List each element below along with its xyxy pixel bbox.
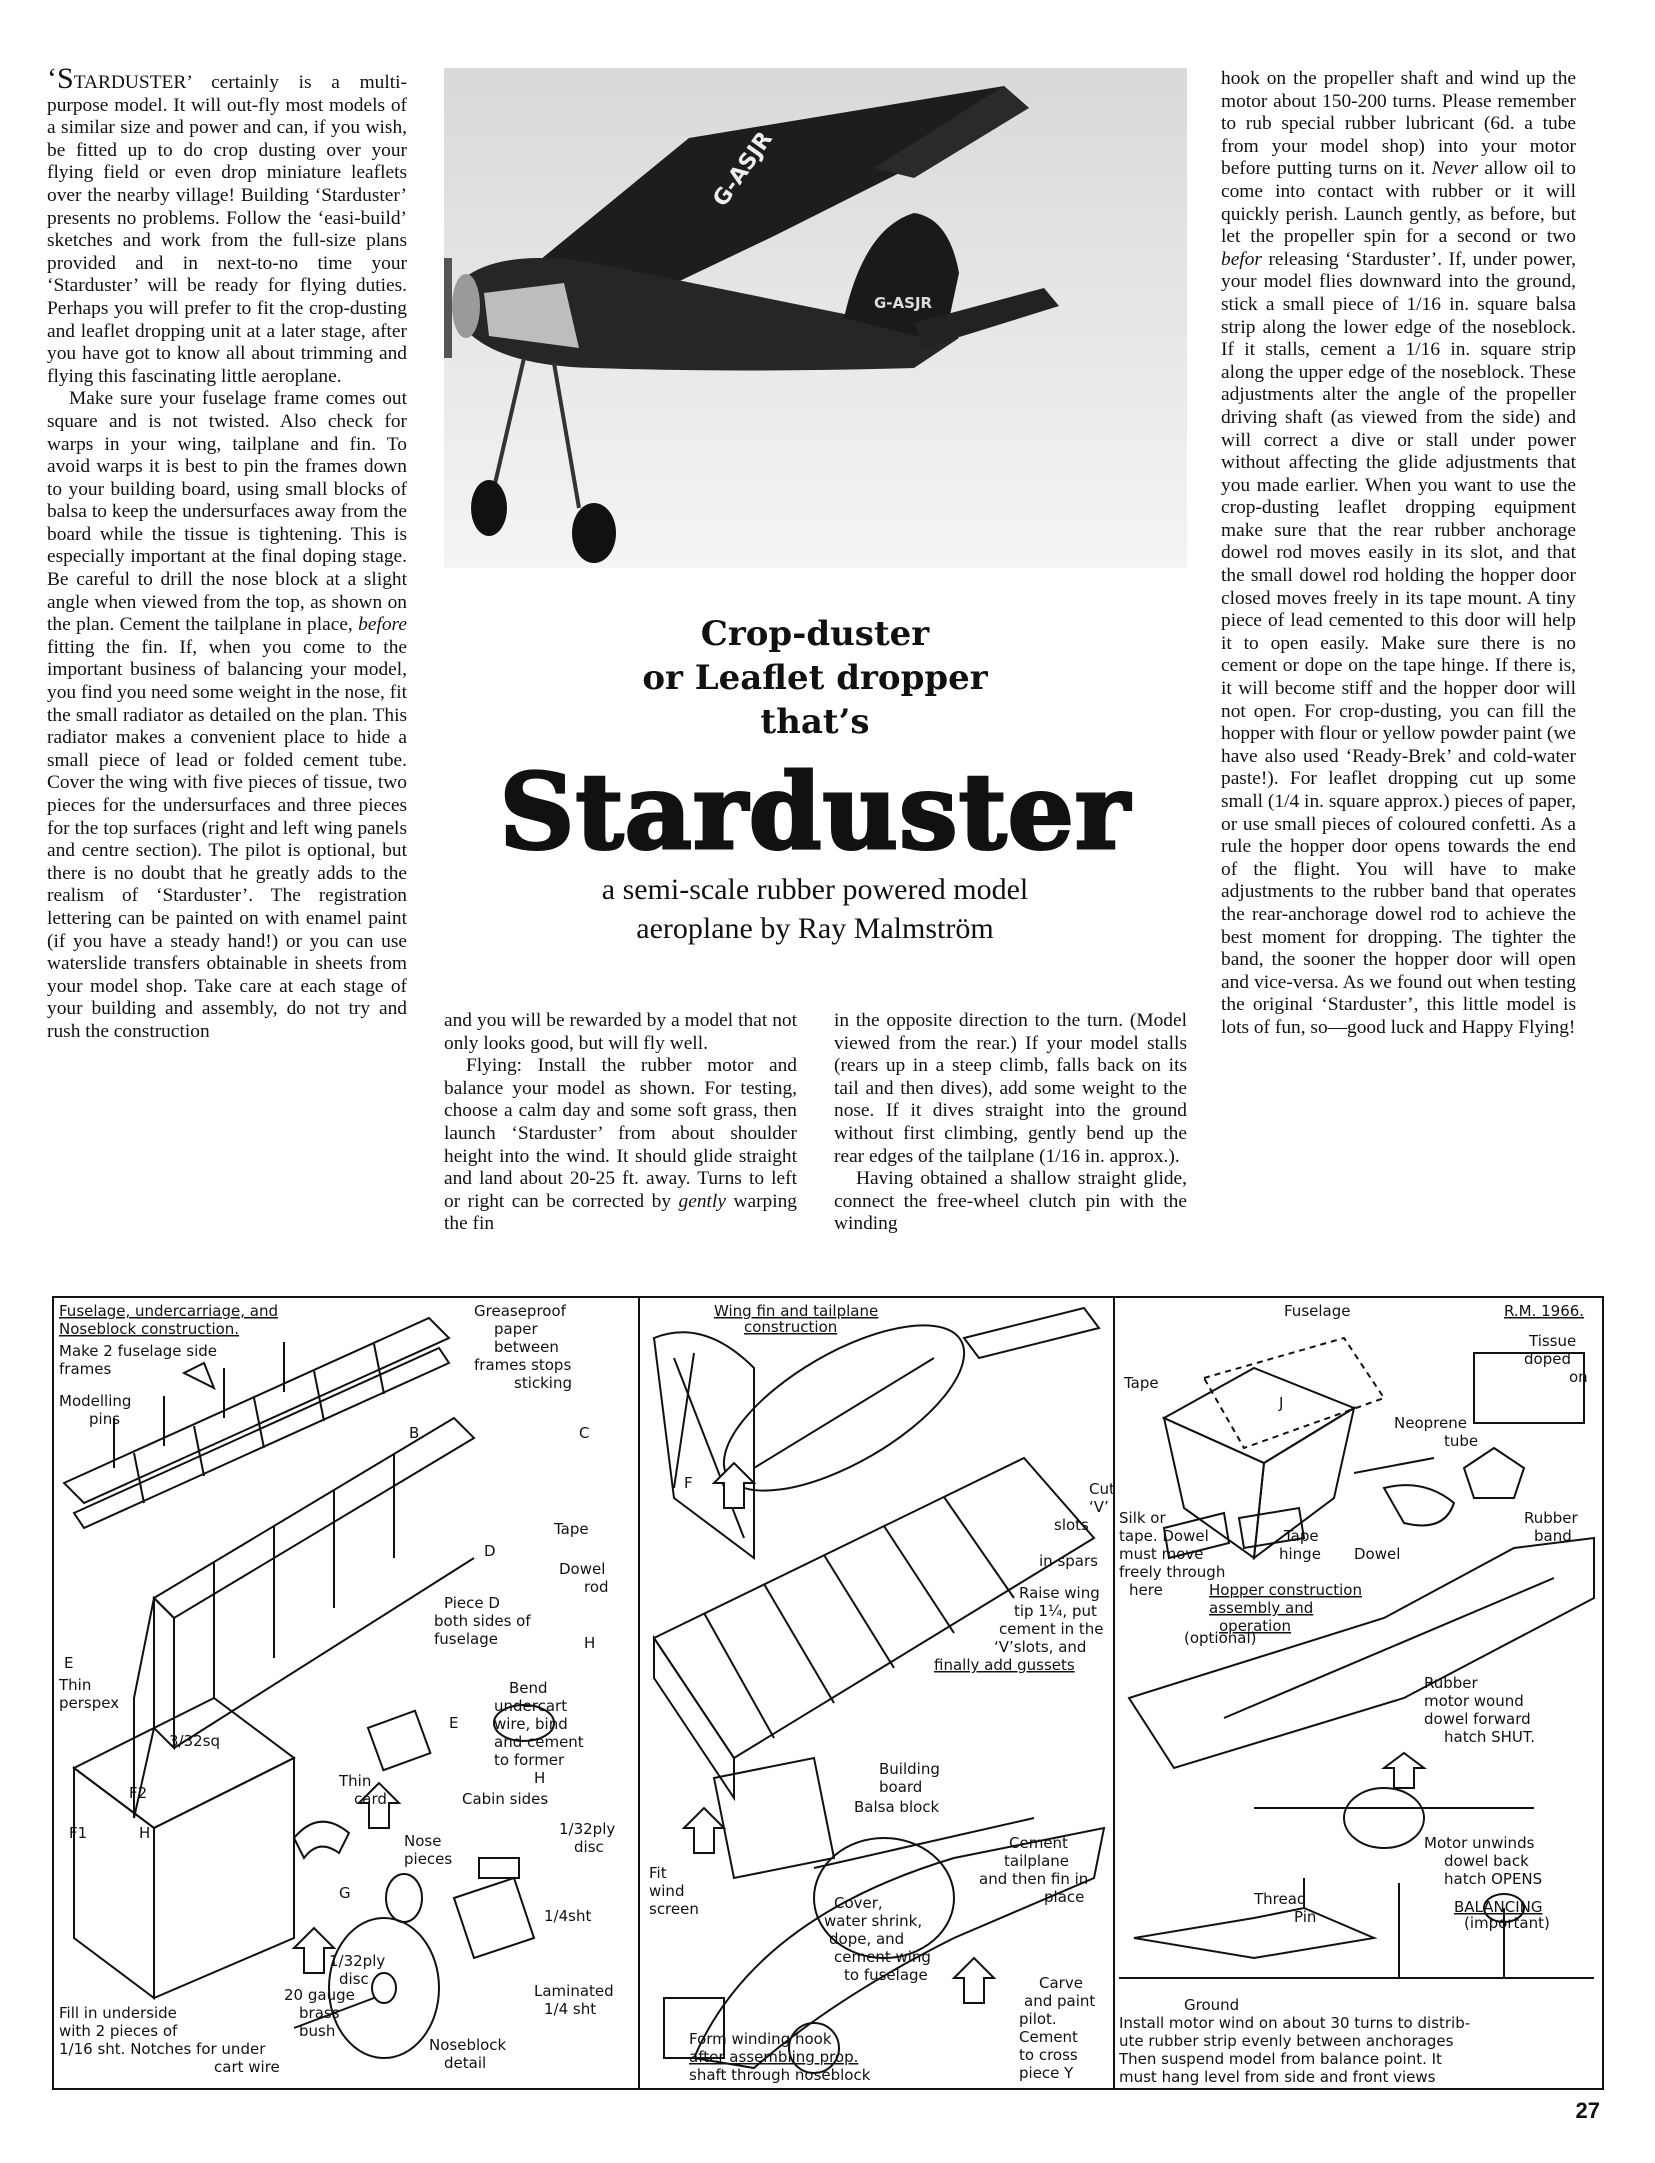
label: pins <box>89 1410 121 1428</box>
label: dowel back <box>1444 1852 1529 1870</box>
label: disc <box>339 1970 369 1988</box>
label: to fuselage <box>844 1966 928 1984</box>
label: F1 <box>69 1824 88 1842</box>
emphasis: before <box>358 614 407 636</box>
label: must hang level from side and front views <box>1119 2068 1436 2086</box>
label: H <box>584 1634 596 1652</box>
label: Thin <box>59 1676 92 1694</box>
label: ‘V’slots, and <box>994 1638 1087 1656</box>
label: undercart <box>494 1697 568 1715</box>
label: Dowel <box>1354 1545 1401 1563</box>
label: and then fin in <box>979 1870 1089 1888</box>
label: to cross <box>1019 2046 1078 2064</box>
label: Laminated <box>534 1982 614 2000</box>
label: dowel forward <box>1424 1710 1531 1728</box>
label: ute rubber strip evenly between anchorages <box>1119 2032 1454 2050</box>
label: 1/4 sht <box>544 2000 597 2018</box>
label: Balsa block <box>854 1798 940 1816</box>
label: Ground <box>1184 1996 1240 2014</box>
standfirst-line-1: a semi-scale rubber powered model <box>601 873 1029 906</box>
label: Motor unwinds <box>1424 1834 1535 1852</box>
label: Cement <box>1019 2028 1078 2046</box>
label: BALANCING <box>1454 1898 1543 1916</box>
label: 1/4sht <box>544 1907 592 1925</box>
label: board <box>879 1778 923 1796</box>
label: tailplane <box>1004 1852 1070 1870</box>
label: disc <box>574 1838 604 1856</box>
label: between <box>494 1338 559 1356</box>
label: Cabin sides <box>462 1790 549 1808</box>
label: water shrink, <box>824 1912 923 1930</box>
paragraph: in the opposite direction to the turn. (Model viewed from the rear.) If your model stalls (rears up in a steep climb, falls back on its tail and then dives), add some weight to the nose. If it dives straight into the ground without first climbing, gently bend up the rear edges of the tailplane (1/16 in. approx.). <box>834 1010 1187 1167</box>
label: hinge <box>1279 1545 1321 1563</box>
label: cement in the <box>999 1620 1104 1638</box>
label: H <box>139 1824 151 1842</box>
paragraph: Flying: Install the rubber motor and balance your model as shown. For testing, choose a calm day and some soft grass, then launch ‘Starduster’ from about shoulder height into the wind. It should glide straight and land about 20-25 ft. away. Turns to left or right can be corrected by <box>444 1055 797 1212</box>
label: Noseblock <box>429 2036 507 2054</box>
article-column-4 <box>1221 68 1576 1040</box>
label: construction <box>744 1318 838 1336</box>
label: slots <box>1054 1516 1089 1534</box>
paragraph: TARDUSTER’ certainly is a multi-purpose model. It will out-fly most models of a similar size and power and can, if you wish, be fitted up to do crop dusting over your flying field or even drop miniature leaflets over the nearby village! Building ‘Starduster’ presents no problems. Follow the ‘easi-build’ sketches and work from the full-size plans provided and in next-to-no time your ‘Starduster’ will be ready for flying duties. Perhaps you will prefer to fit the crop-dusting and leaflet dropping unit at a later stage, after you have got to know all about trimming and flying this fascinating little aeroplane. <box>47 72 407 387</box>
label: here <box>1129 1581 1163 1599</box>
label: doped <box>1524 1350 1571 1368</box>
label: R.M. 1966. <box>1504 1302 1585 1320</box>
label: shaft through noseblock <box>689 2066 871 2084</box>
article-column-3 <box>834 1010 1187 1236</box>
emphasis: gently <box>678 1190 726 1212</box>
label: motor wound <box>1424 1692 1524 1710</box>
label: band <box>1534 1527 1572 1545</box>
label: must move <box>1119 1545 1204 1563</box>
drop-cap: ‘S <box>47 62 74 95</box>
label: Tape <box>1284 1527 1319 1545</box>
label: tape. Dowel <box>1119 1527 1209 1545</box>
paragraph: Having obtained a shallow straight glide, connect the free-wheel clutch pin with the winding <box>834 1168 1187 1235</box>
label: Raise wing <box>1019 1584 1100 1602</box>
paragraph: hook on the propeller shaft and wind up the motor about 150-200 turns. Please remember to rub special rubber lubricant (6d. a tube from your model shop) into your motor before putting turns on it. <box>1221 68 1576 180</box>
label: wind <box>649 1882 685 1900</box>
construction-diagram <box>52 1296 1604 2090</box>
label: detail <box>444 2054 487 2072</box>
label: (important) <box>1464 1914 1550 1932</box>
label: on <box>1569 1368 1588 1386</box>
label: dope, and <box>829 1930 905 1948</box>
label: sticking <box>514 1374 572 1392</box>
label: Nose <box>404 1832 442 1850</box>
label: assembly and <box>1209 1599 1314 1617</box>
label: to former <box>494 1751 565 1769</box>
label: C <box>579 1424 590 1442</box>
label: F <box>684 1474 693 1492</box>
label: Hopper construction <box>1209 1581 1362 1599</box>
label: Then suspend model from balance point. It <box>1119 2050 1442 2068</box>
label: bush <box>299 2022 336 2040</box>
label: Form winding hook <box>689 2030 832 2048</box>
label: Tissue <box>1529 1332 1577 1350</box>
label: perspex <box>59 1694 120 1712</box>
label: freely through <box>1119 1563 1226 1581</box>
label: screen <box>649 1900 699 1918</box>
label: 1/32ply <box>329 1952 386 1970</box>
label: Fuselage, undercarriage, and <box>59 1302 278 1320</box>
label: tip 1¼, put <box>1014 1602 1097 1620</box>
label: J <box>1279 1394 1284 1412</box>
label: 3/32sq <box>169 1732 221 1750</box>
label: Tape <box>554 1520 589 1538</box>
paragraph: allow oil to come into contact with rubber or it will quickly perish. Launch gently, as before, but let the propeller spin for a second or two <box>1221 158 1576 248</box>
label: Cover, <box>834 1894 883 1912</box>
label: Fit <box>649 1864 667 1882</box>
label: and paint <box>1024 1992 1096 2010</box>
label: Cement <box>1009 1834 1068 1852</box>
article-column-2 <box>444 1010 797 1236</box>
label: Neoprene <box>1394 1414 1467 1432</box>
label: Fuselage <box>1284 1302 1351 1320</box>
label: cement wing <box>834 1948 931 1966</box>
model-photo <box>444 68 1187 568</box>
label: paper <box>494 1320 538 1338</box>
label: G <box>339 1884 351 1902</box>
label: Greaseproof <box>474 1302 566 1320</box>
label: pieces <box>404 1850 453 1868</box>
paragraph: fitting the fin. If, when you come to the important business of balancing your model, you find you need some weight in the nose, fit the small radiator as detailed on the plan. This radiator makes a convenient place to hide a small piece of lead or folded cement tube. Cover the wing with five pieces of tissue, two pieces for the undersurfaces and three pieces for the top surfaces (right and left wing panels and centre section). The pilot is optional, but there is no doubt that he greatly adds to the realism of ‘Starduster’. The registration lettering can be painted on with enamel paint (if you have a steady hand!) or you can use waterslide transfers obtainable in sheets from your model shop. Take care at each stage of your building and assembly, do not try and rush the construction <box>47 636 407 1042</box>
label: B <box>409 1424 420 1442</box>
label: Cut <box>1089 1480 1115 1498</box>
label: card <box>354 1790 387 1808</box>
label: Bend <box>509 1679 548 1697</box>
label: Building <box>879 1760 940 1778</box>
label: Carve <box>1039 1974 1083 1992</box>
label: 1/32ply <box>559 1820 616 1838</box>
emphasis: befor <box>1221 248 1262 270</box>
label: hatch SHUT. <box>1444 1728 1536 1746</box>
article-heading <box>430 612 1200 948</box>
page-number: 27 <box>1575 2098 1600 2123</box>
label: operation <box>1219 1617 1292 1635</box>
paragraph: Make sure your fuselage frame comes out square and is not twisted. Also check for warps in your wing, tailplane and fin. To avoid warps it is best to pin the frames down to your building board, using small blocks of balsa to keep the undersurfaces away from the board while the tissue is tightening. This is especially important at the final doping stage. Be careful to drill the nose block at a slight angle when viewed from the top, as shown on the plan. Cement the tailplane in place, <box>47 388 407 636</box>
label: fuselage <box>434 1630 498 1648</box>
label: finally add gussets <box>934 1656 1075 1674</box>
label: Pin <box>1294 1908 1317 1926</box>
label: Rubber <box>1524 1509 1578 1527</box>
label: Install motor wind on about 30 turns to distrib- <box>1119 2014 1471 2032</box>
label: H <box>534 1769 546 1787</box>
label: 20 gauge <box>284 1986 355 2004</box>
label: Fill in underside <box>59 2004 177 2022</box>
paragraph: warping the fin <box>444 1190 797 1235</box>
label: brass <box>299 2004 340 2022</box>
label: with 2 pieces of <box>59 2022 178 2040</box>
label: Make 2 fuselage side <box>59 1342 218 1360</box>
registration-fin-text: G-ASJR <box>874 294 933 312</box>
label: Rubber <box>1424 1674 1478 1692</box>
label: wire, bind <box>494 1715 568 1733</box>
label: hatch OPENS <box>1444 1870 1543 1888</box>
label: Piece D <box>444 1594 500 1612</box>
label: Thin <box>339 1772 372 1790</box>
kicker-line-1: Crop-duster <box>700 614 930 654</box>
label: Noseblock construction. <box>59 1320 240 1338</box>
label: (optional) <box>1184 1629 1257 1647</box>
label: cart wire <box>214 2058 280 2076</box>
label: both sides of <box>434 1612 531 1630</box>
label: ‘V’ <box>1089 1498 1109 1516</box>
paragraph: and you will be rewarded by a model that not only looks good, but will fly well. <box>444 1010 797 1054</box>
label: in spars <box>1039 1552 1098 1570</box>
label: E <box>449 1714 459 1732</box>
label: frames stops <box>474 1356 572 1374</box>
label: Wing fin and tailplane <box>714 1302 879 1320</box>
label: and cement <box>494 1733 584 1751</box>
label: 1/16 sht. Notches for under <box>59 2040 266 2058</box>
label: tube <box>1444 1432 1479 1450</box>
label: E <box>64 1654 74 1672</box>
label: place <box>1044 1888 1085 1906</box>
label: rod <box>584 1578 609 1596</box>
article-column-1 <box>47 62 407 1044</box>
kicker-line-3: that’s <box>760 702 870 742</box>
article-title: Starduster <box>499 750 1131 873</box>
label: Thread <box>1254 1890 1307 1908</box>
standfirst-line-2: aeroplane by Ray Malmström <box>636 912 994 945</box>
label: Tape <box>1124 1374 1159 1392</box>
label: Dowel <box>559 1560 606 1578</box>
kicker-line-2: or Leaflet dropper <box>642 658 988 698</box>
emphasis: Never <box>1431 158 1478 180</box>
label: F2 <box>129 1784 148 1802</box>
paragraph: releasing ‘Starduster’. If, under power, your model flies downward into the ground, stick a small piece of 1/16 in. square balsa strip along the lower edge of the noseblock. If it stalls, cement a 1/16 in. square strip along the upper edge of the noseblock. These adjustments alter the angle of the propeller driving shaft (as viewed from the side) and will correct a dive or stall under power without affecting the glide adjustments that you made earlier. When you want to use the crop-dusting leaflet dropping equipment make sure that the rear rubber anchorage dowel rod moves easily in its slot, and that the small dowel rod holding the hopper door closed moves freely in its tape mount. A tiny piece of lead cemented to this door will help it to open easily. Make sure there is no cement or dope on the tape hinge. If there is, it will become stiff and the hopper door will not open. For crop-dusting, you can fill the hopper with flour or yellow powder paint (we have also used ‘Ready-Brek’ and cold-water paste!). For leaflet dropping cut up some small (1/4 in. square approx.) pieces of paper, or use small pieces of coloured confetti. As a rule the hopper door opens towards the end of the flight. You will have to make adjustments to the rubber band that operates the rear-anchorage dowel rod to achieve the best moment for dropping. The tighter the band, the sooner the hopper door will open and vice-versa. As we found out when testing the original ‘Starduster’, this little model is lots of fun, so—good luck and Happy Flying! <box>1221 248 1576 1038</box>
label: D <box>484 1542 496 1560</box>
label: Modelling <box>59 1392 132 1410</box>
label: pilot. <box>1019 2010 1057 2028</box>
label: after assembling prop. <box>689 2048 859 2066</box>
label: Silk or <box>1119 1509 1166 1527</box>
registration-text: G-ASJR <box>708 127 778 212</box>
label: piece Y <box>1019 2064 1074 2082</box>
label: frames <box>59 1360 112 1378</box>
